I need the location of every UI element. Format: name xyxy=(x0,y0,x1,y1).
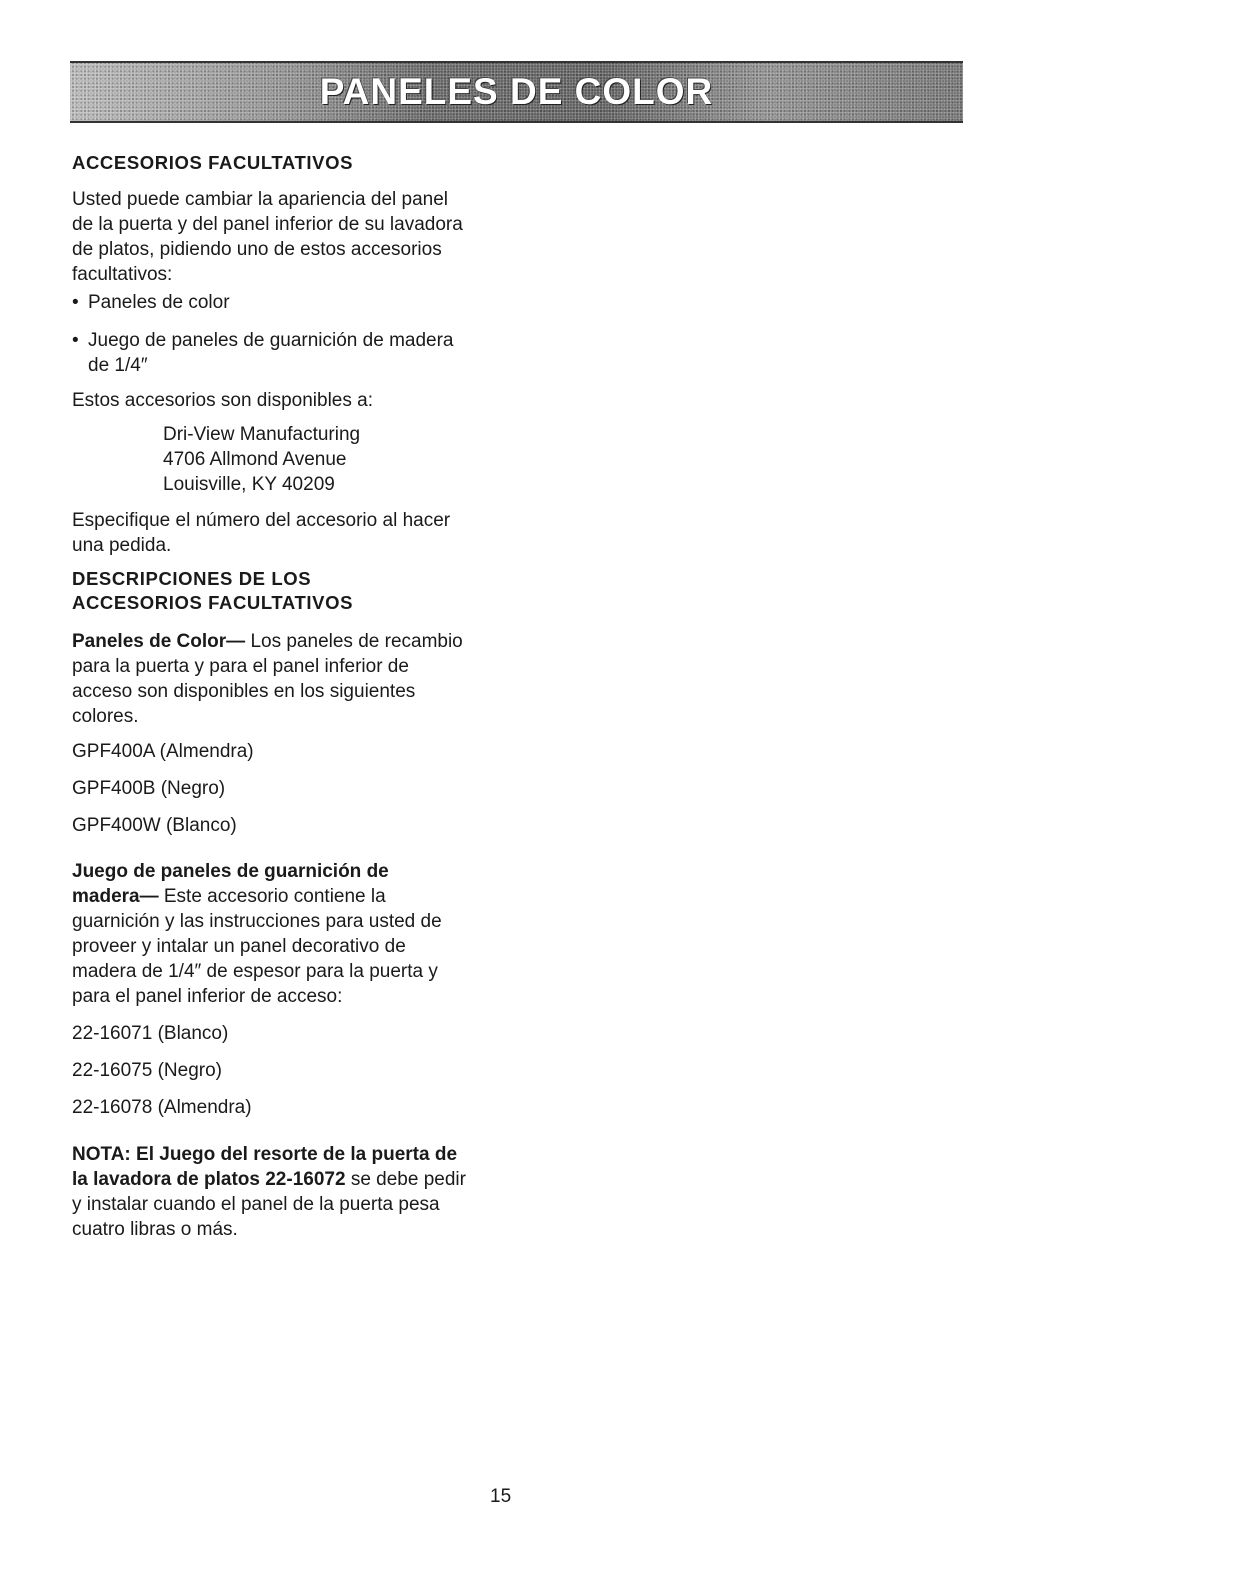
note-paragraph xyxy=(72,1142,512,1242)
color-panels-first-line xyxy=(72,629,512,654)
trim-kit-text: Este accesorio contiene la xyxy=(158,886,386,907)
part-number: GPF400W (Blanco) xyxy=(72,815,237,836)
part-number: GPF400B (Negro) xyxy=(72,778,226,799)
section-descripciones xyxy=(72,567,512,615)
note-line xyxy=(72,1167,512,1192)
intro-line: de la puerta y del panel inferior de su lavadora xyxy=(72,214,463,235)
bullet-item xyxy=(72,328,512,378)
color-panels-text: Los paneles de recambio xyxy=(245,631,463,652)
bullet-text: Juego de paneles de guarnición de madera xyxy=(88,330,454,351)
trim-kit-label: madera— xyxy=(72,886,159,907)
note-bold-text: la lavadora de platos 22-16072 xyxy=(72,1169,346,1190)
bullet-text: Paneles de color xyxy=(88,292,230,313)
color-panels-line: para la puerta y para el panel inferior de xyxy=(72,656,409,677)
color-panels-line: acceso son disponibles en los siguientes xyxy=(72,681,416,702)
color-panels-label: Paneles de Color— xyxy=(72,631,246,652)
part-number: 22-16075 (Negro) xyxy=(72,1060,222,1081)
bullet-marker: • xyxy=(72,330,79,351)
trim-kit-line: para el panel inferior de acceso: xyxy=(72,986,343,1007)
part-number: GPF400A (Almendra) xyxy=(72,741,254,762)
bullet-marker: • xyxy=(72,292,79,313)
section-heading-line: DESCRIPCIONES DE LOS xyxy=(72,568,312,589)
available-text xyxy=(72,388,512,413)
specify-line: Especifique el número del accesorio al hacer xyxy=(72,510,451,531)
color-panels-line: colores. xyxy=(72,706,139,727)
specify-line: una pedida. xyxy=(72,535,172,556)
trim-kit-line: proveer y intalar un panel decorativo de xyxy=(72,936,406,957)
part-number: 22-16078 (Almendra) xyxy=(72,1097,252,1118)
trim-kit-line: guarnición y las instrucciones para usted de xyxy=(72,911,442,932)
address-line: Louisville, KY 40209 xyxy=(163,474,335,495)
page-title: PANELES DE COLOR xyxy=(319,71,714,112)
available-line: Estos accesorios son disponibles a: xyxy=(72,390,373,411)
trim-kit-item xyxy=(72,1058,512,1083)
color-panels-paragraph xyxy=(72,629,512,729)
section-accesorios xyxy=(72,151,512,175)
address-block xyxy=(163,422,360,497)
part-number: 22-16071 (Blanco) xyxy=(72,1023,229,1044)
note-label: NOTA: xyxy=(72,1144,131,1165)
specify-paragraph xyxy=(72,508,512,558)
color-panel-item xyxy=(72,739,512,764)
intro-line: facultativos: xyxy=(72,264,173,285)
color-panel-item xyxy=(72,813,512,838)
intro-paragraph xyxy=(72,187,512,287)
trim-kit-paragraph xyxy=(72,859,512,1009)
note-bold-text: El Juego del resorte de la puerta de xyxy=(130,1144,458,1165)
section-heading: ACCESORIOS FACULTATIVOS xyxy=(72,152,354,173)
note-line xyxy=(72,1142,512,1167)
title-banner xyxy=(70,61,963,123)
section-heading-line: ACCESORIOS FACULTATIVOS xyxy=(72,592,354,613)
address-line: Dri-View Manufacturing xyxy=(163,424,361,445)
color-panel-item xyxy=(72,776,512,801)
trim-kit-item xyxy=(72,1095,512,1120)
trim-kit-line: madera de 1/4″ de espesor para la puerta y xyxy=(72,961,438,982)
note-line: cuatro libras o más. xyxy=(72,1219,238,1240)
page-number: 15 xyxy=(490,1486,512,1507)
trim-kit-label: Juego de paneles de guarnición de xyxy=(72,861,389,882)
bullet-text: de 1/4″ xyxy=(88,355,148,376)
intro-line: Usted puede cambiar la apariencia del panel xyxy=(72,189,449,210)
bullet-item xyxy=(72,290,512,315)
note-text: se debe pedir xyxy=(345,1169,466,1190)
trim-kit-item xyxy=(72,1021,512,1046)
trim-kit-label-line xyxy=(72,859,512,884)
intro-line: de platos, pidiendo uno de estos accesorios xyxy=(72,239,442,260)
trim-kit-first-line xyxy=(72,884,512,909)
address-line: 4706 Allmond Avenue xyxy=(163,449,347,470)
note-line: y instalar cuando el panel de la puerta pesa xyxy=(72,1194,440,1215)
